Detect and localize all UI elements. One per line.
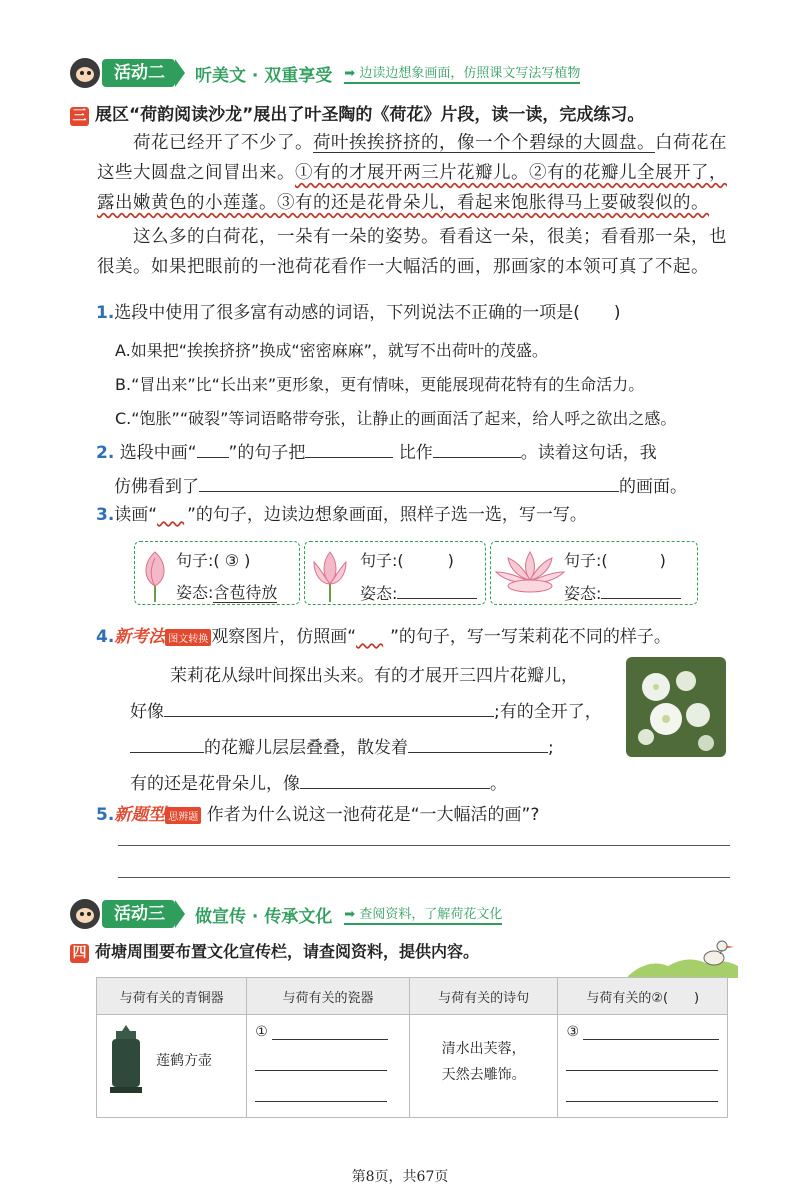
- answer-blank[interactable]: [300, 770, 490, 789]
- underlined-sentence: 荷叶挨挨挤挤的，像一个个碧绿的大圆盘。: [313, 133, 655, 153]
- card-1-sentence: 句子:( ③ ): [176, 551, 251, 570]
- question-4: 4.新考法 图文转换 观察图片，仿照画“ ”的句子，写一写茉莉花不同的样子。: [96, 627, 671, 647]
- section-mark: 三: [70, 107, 89, 126]
- activity-badge: 活动二: [102, 59, 175, 87]
- wavy-sentence: ①有的才展开两三片花瓣儿。②有的花瓣儿全展开了，: [295, 163, 727, 183]
- answer-blank[interactable]: [566, 1083, 718, 1102]
- jasmine-photo: [626, 657, 726, 757]
- passage: 荷花已经开了不少了。荷叶挨挨挤挤的，像一个个碧绿的大圆盘。白荷花在 这些大圆盘之间冒出来。①有的才展开两三片花瓣儿。②有的花瓣儿全展开了， 露出嫩黄色的小莲蓬。③有的还是花骨朵儿，看起来饱胀得马上要破裂似的。 这么多的白荷花，一朵有一朵的姿势。看看这一朵，很美；看看那一朵，也 很美。如果把眼前的一池荷花看作一大幅活的画，那画家的本领可真了不起。: [97, 133, 727, 277]
- activity-title: 做宣传 · 传承文化: [195, 906, 333, 927]
- bronze-name: 莲鹤方壶: [156, 1053, 212, 1069]
- wavy-sentence: 露出嫩黄色的小莲蓬。③有的还是花骨朵儿，看起来饱胀得马上要破裂似的。: [97, 193, 709, 213]
- option-b[interactable]: B.“冒出来”比“长出来”更形象，更有情味，更能展现荷花特有的生命活力。: [115, 375, 645, 394]
- mascot-icon: [70, 899, 100, 929]
- lotus-full-bloom-icon: [494, 548, 566, 596]
- lotus-bud-icon: [138, 548, 172, 602]
- page-number: 第8页，共67页: [351, 1169, 449, 1185]
- section-4-heading: 四 荷塘周围要布置文化宣传栏，请查阅资料，提供内容。: [70, 939, 479, 963]
- table-header: 与荷有关的②( ): [558, 978, 728, 1015]
- answer-blank[interactable]: [433, 439, 521, 458]
- answer-blank[interactable]: [583, 1021, 719, 1040]
- question-3: 3.读画“ ”的句子，边读边想象画面，照样子选一选，写一写。: [96, 505, 587, 525]
- answer-blank[interactable]: [255, 1052, 387, 1071]
- question-1-options: [115, 334, 676, 436]
- lotus-half-open-icon: [308, 546, 352, 602]
- answer-blank[interactable]: [601, 580, 681, 599]
- answer-blank[interactable]: [199, 473, 619, 492]
- answer-blank[interactable]: [164, 698, 494, 717]
- bronze-cell: [97, 1015, 247, 1118]
- section-3-heading: 三 展区“荷韵阅读沙龙”展出了叶圣陶的《荷花》片段，读一读，完成练习。: [70, 100, 644, 126]
- card-3-sentence: 句子:( ): [564, 551, 666, 570]
- activity-subtitle: ➡ 边读边想象画面，仿照课文写法写植物: [344, 62, 580, 84]
- question-2: 2. 选段中画“ ”的句子把 比作 。读着这句话，我 仿佛看到了 的画面。: [96, 436, 756, 504]
- card-1-pose: 姿态:含苞待放: [176, 583, 278, 602]
- activity-badge: 活动三: [102, 900, 175, 928]
- bronze-pot-icon: [106, 1025, 146, 1095]
- answer-blank[interactable]: [272, 1021, 388, 1040]
- answer-line[interactable]: [118, 845, 730, 846]
- card-2-sentence: 句子:( ): [360, 551, 454, 570]
- option-c[interactable]: C.“饱胀”“破裂”等词语略带夸张，让静止的画面活了起来，给人呼之欲出之感。: [115, 409, 677, 428]
- activity-subtitle: ➡ 查阅资料，了解荷花文化: [344, 903, 502, 925]
- answer-blank[interactable]: [566, 1052, 718, 1071]
- poem-cell: 清水出芙蓉， 天然去雕饰。: [409, 1015, 558, 1118]
- answer-blank[interactable]: [397, 580, 477, 599]
- question-1: 1.选段中使用了很多富有动感的词语，下列说法不正确的一项是( ): [96, 303, 621, 323]
- answer-blank[interactable]: [305, 439, 393, 458]
- mascot-icon: [70, 58, 100, 88]
- card-3-pose: 姿态:: [564, 580, 681, 604]
- culture-table: [96, 977, 728, 1118]
- table-header: 与荷有关的诗句: [409, 978, 558, 1015]
- activity-2-header: [102, 58, 580, 88]
- activity-3-header: [102, 899, 502, 929]
- answer-blank[interactable]: [408, 734, 548, 753]
- card-2-pose: 姿态:: [360, 580, 477, 604]
- porcelain-cell: ①: [247, 1015, 410, 1118]
- question-4-body: 茉莉花从绿叶间探出头来。有的才展开三四片花瓣儿， 好像 ;有的全开了， 的花瓣儿层层叠叠，散发着 ; 有的还是花骨朵儿，像 。: [130, 666, 602, 794]
- table-header: 与荷有关的瓷器: [247, 978, 410, 1015]
- answer-blank[interactable]: [255, 1083, 387, 1102]
- other-cell: ③: [558, 1015, 728, 1118]
- section-mark: 四: [70, 944, 89, 963]
- activity-title: 听美文 · 双重享受: [195, 65, 333, 86]
- grass-bird-decoration: [628, 936, 738, 978]
- answer-line[interactable]: [118, 877, 730, 878]
- answer-blank[interactable]: [130, 734, 204, 753]
- question-5: 5.新题型 思辨题 作者为什么说这一池荷花是“一大幅活的画”?: [96, 805, 540, 825]
- table-header: 与荷有关的青铜器: [97, 978, 247, 1015]
- option-a[interactable]: A.如果把“挨挨挤挤”换成“密密麻麻”，就写不出荷叶的茂盛。: [115, 341, 548, 360]
